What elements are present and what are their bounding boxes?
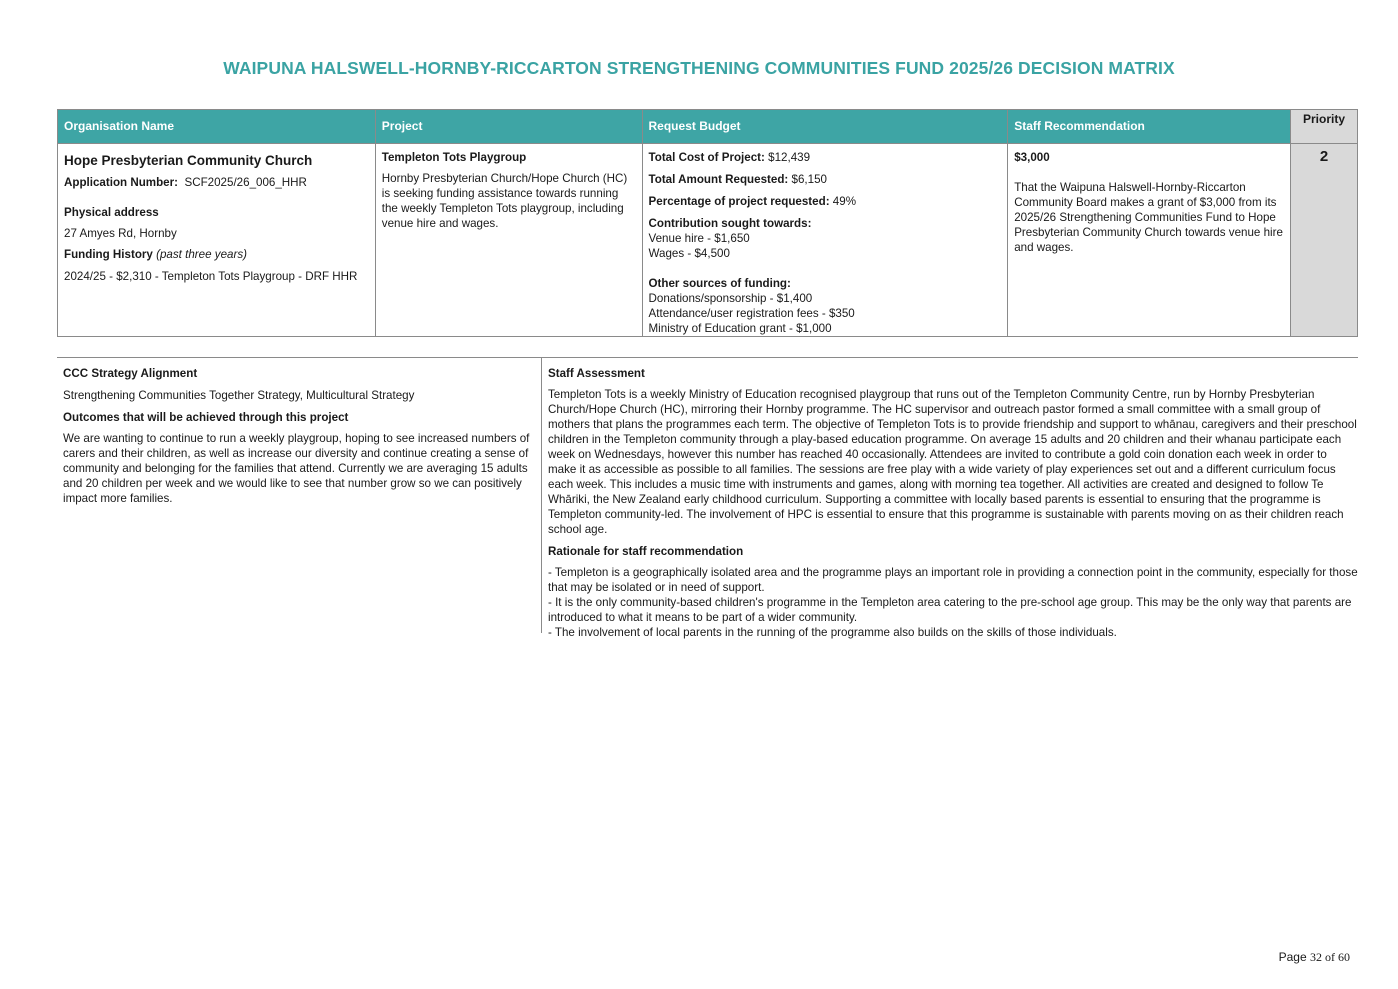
funding-history-heading (64, 247, 369, 262)
total-requested-value: $6,150 (791, 173, 827, 186)
page-of: 32 of 60 (1310, 950, 1350, 964)
strategy-alignment-label: CCC Strategy Alignment (63, 367, 198, 380)
other-funding-item: Ministry of Education grant - $1,000 (648, 322, 832, 335)
decision-matrix-table (57, 109, 1358, 337)
project-description: Hornby Presbyterian Church/Hope Church (HC) is seeking funding assistance towards running the weekly Templeton Tots playgroup, including venue hire and wages. (381, 172, 628, 230)
rationale-item: - Templeton is a geographically isolated area and the programme plays an important role in providing a connection point in the community, especially for those that may be isolated or in need of support. (548, 566, 1358, 594)
table-row (58, 144, 1358, 337)
percentage-label: Percentage of project requested: (648, 195, 830, 208)
header-organisation: Organisation Name (58, 110, 376, 144)
organisation-name: Hope Presbyterian Community Church (64, 153, 313, 168)
organisation-cell (58, 144, 376, 337)
header-project: Project (375, 110, 642, 144)
assessment-section (57, 357, 1358, 639)
contribution-label: Contribution sought towards: (648, 217, 812, 230)
document-title: WAIPUNA HALSWELL-HORNBY-RICCARTON STRENGTHENING COMMUNITIES FUND 2025/26 DECISION MATRIX (223, 58, 1175, 78)
staff-assessment-column (541, 358, 1358, 639)
contribution-item: Wages - $4,500 (648, 247, 730, 260)
page-label: Page (1278, 950, 1307, 964)
funding-history-item: 2024/25 - $2,310 - Templeton Tots Playgroup - DRF HHR (64, 270, 358, 283)
header-staff-recommendation: Staff Recommendation (1008, 110, 1291, 144)
physical-address-label: Physical address (64, 206, 159, 219)
project-name: Templeton Tots Playgroup (381, 151, 527, 164)
rationale-item: - The involvement of local parents in the running of the programme also builds on the skills of those individuals. (548, 626, 1117, 639)
total-requested (649, 172, 1002, 187)
staff-assessment-text: Templeton Tots is a weekly Ministry of Education recognised playgroup that runs out of the Templeton Community Centre, run by Hornby Presbyterian Church/Hope Church (HC), mirroring their Hornby programme. The HC supervisor and outreach pastor formed a small committee with a small group of mothers that plans the programmes each term. The objective of Templeton Tots is to provide friendship and support to whānau, caregivers and their preschool children in the Templeton community through a play-based education programme. On average 15 adults and 20 children and their whanau participate each week on Wednesdays, however this number has reached 40 occasionally. Attendees are invited to contribute a gold coin donation each week in order to make it as accessible as possible to all families. The sessions are free play with a wide variety of play experiences set out and a different curriculum focus each week. This includes a music time with instruments and games, along with morning tea together. All activities are created and designed to follow Te Whāriki, the New Zealand early childhood curriculum. Supporting a committee with locally based parents is essential to ensuring that the programme is Templeton community-led. The involvement of HPC is essential to ensure that this programme is sustainable with parents moving on as their children reach school age. (548, 388, 1357, 536)
recommendation-text: That the Waipuna Halswell-Hornby-Riccarton Community Board makes a grant of $3,000 from its 2025/26 Strengthening Communities Fund to Hope Presbyterian Community Church towards venue hire and wages. (1014, 181, 1283, 254)
staff-recommendation-cell (1008, 144, 1291, 337)
application-number (64, 175, 369, 190)
percentage-requested (649, 194, 1002, 209)
recommended-amount: $3,000 (1014, 151, 1050, 164)
total-cost (649, 150, 1002, 165)
funding-history-label: Funding History (64, 248, 153, 261)
funding-history-note: (past three years) (156, 248, 247, 261)
outcomes-text: We are wanting to continue to run a weekly playgroup, hoping to see increased numbers of carers and their children, as well as increase our diversity and continue creating a sense of community and belonging for the families that attend. Currently we are averaging 15 adults and 20 children per week and we would like to see that number grow so we can positively impact more families. (63, 432, 530, 505)
strategy-alignment: Strengthening Communities Together Strategy, Multicultural Strategy (63, 389, 415, 402)
outcomes-label: Outcomes that will be achieved through this project (63, 411, 349, 424)
application-number-value: SCF2025/26_006_HHR (184, 176, 307, 189)
budget-cell (642, 144, 1008, 337)
physical-address: 27 Amyes Rd, Hornby (64, 227, 177, 240)
total-requested-label: Total Amount Requested: (648, 173, 789, 186)
total-cost-value: $12,439 (768, 151, 811, 164)
priority-cell: 2 (1290, 144, 1357, 337)
other-funding-item: Donations/sponsorship - $1,400 (648, 292, 813, 305)
application-number-label: Application Number: (64, 176, 179, 189)
contribution-item: Venue hire - $1,650 (648, 232, 750, 245)
page-number (1279, 950, 1350, 965)
header-priority: Priority (1290, 110, 1357, 144)
total-cost-label: Total Cost of Project: (648, 151, 765, 164)
staff-assessment-label: Staff Assessment (548, 367, 645, 380)
percentage-value: 49% (832, 195, 857, 208)
project-cell (375, 144, 642, 337)
rationale-label: Rationale for staff recommendation (548, 545, 744, 558)
strategy-column (57, 358, 541, 633)
other-funding-item: Attendance/user registration fees - $350 (648, 307, 855, 320)
rationale-item: - It is the only community-based children's programme in the Templeton area catering to the pre-school age group. This may be the only way that parents are introduced to what it means to be part of a wider community. (548, 596, 1352, 624)
table-header-row (58, 110, 1358, 144)
other-funding-label: Other sources of funding: (648, 277, 791, 290)
header-budget: Request Budget (642, 110, 1008, 144)
